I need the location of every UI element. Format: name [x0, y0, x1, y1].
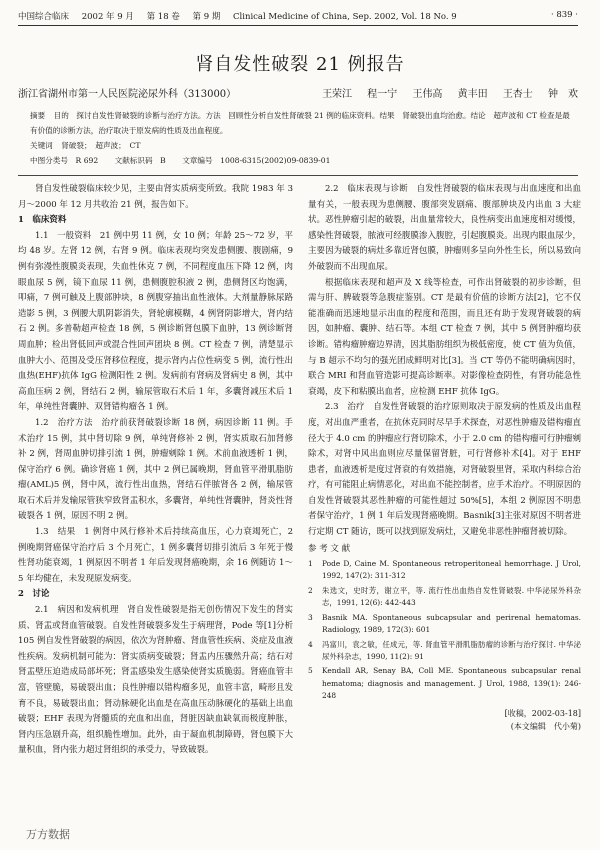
section-heading: 1 临床资料	[18, 215, 67, 226]
paragraph: 2.3 治疗 自发性肾破裂的治疗原则取决于原发病的性质及出血程度，对出血严重者，在抗休克同时尽早手术探查，对恶性肿瘤及错构瘤直径大于 4.0 cm 的肿瘤应行肾切除术，小于 2.0 cm 的错构瘤可行肿瘤剜除术，对肾中风出血则应尽量保留肾脏，可行肾修补术[4]。对于 EHF 患者，血液透析是度过肾衰的有效措施，对肾破裂里肾，采取内科综合治疗，有可能阻止病情恶化，对出血不能控制者，应手术治疗。不明原因的自发性肾破裂其恶性肿瘤的可能性超过 50%[5]，本组 2 例原因不明患者保守治疗，1 例 1 年后发现肾癌晚期。Basnik[3]主张对原因不明者进行定期 CT 随访，既可以找到原发病灶，又避免非恶性肿瘤肾被切除。	[308, 402, 581, 538]
author-list	[310, 85, 578, 100]
left-column	[18, 182, 293, 759]
paragraph: 1.3 结果 1 例肾中风行修补术后持续高血压，心力衰竭死亡，2 例晚期肾癌保守治疗后 3 个月死亡，1 例多囊肾切排引流后 3 年死于慢性肾功能衰竭，1 例原因不明者 1 年后发现肾癌晚期，余 16 例随访 1～5 年均健在，未发现原发病变。	[18, 527, 293, 584]
journal-name-cn: 中国综合临床	[18, 12, 70, 22]
affiliation: 浙江省湖州市第一人民医院泌尿外科（313000）	[18, 89, 237, 100]
author: 钟 欢	[548, 89, 578, 100]
reference-item	[308, 639, 581, 664]
reference-number: 4	[308, 639, 313, 649]
watermark: 万方数据	[26, 828, 70, 841]
reference-item	[308, 612, 581, 637]
issue-number: 第 9 期	[192, 12, 221, 22]
document-code: 文献标识码 B	[114, 156, 166, 165]
paragraph: 1.2 治疗方法 治疗前获肾破裂诊断 18 例，病因诊断 11 例。手术治疗 15 例，其中肾切除 9 例，单纯肾修补 2 例，肾实质取石加肾修补 2 例，肾周血肿切排引流 1 例，肿瘤剜除 1 例。术前血液透析 1 例，保守治疗 6 例。确诊肾癌 1 例，其中 2 例已属晚期，肾血管平滑肌脂肪瘤(AML)5 例，肾中风，流行性出血热，肾结石伴脓肾各 2 例，输尿管取石术后并发输尿管狭窄致肾盂积水，多囊肾，单纯性肾囊肿，肾炎性肾破裂各 1 例，原因不明 2 例。	[18, 417, 293, 522]
author: 王伟高	[412, 89, 443, 100]
classification-ids	[30, 153, 574, 168]
author-line	[18, 85, 578, 100]
references-title: 参 考 文 献	[308, 543, 351, 554]
abstract-block	[30, 108, 574, 168]
divider	[18, 175, 578, 176]
reference-item	[308, 558, 581, 583]
volume: 第 18 卷	[146, 12, 180, 22]
clc-number: 中图分类号 R 692	[30, 156, 99, 165]
author: 王荣江	[322, 89, 353, 100]
reference-number: 3	[308, 612, 313, 622]
author: 王杏士	[502, 89, 533, 100]
reference-number: 1	[308, 559, 313, 569]
reference-text: Pode D, Caine M. Spontaneous retroperitoneal hemorrhage. J Urol, 1992, 147(2): 311-312	[322, 559, 581, 581]
section-heading: 2 讨论	[18, 589, 50, 600]
author: 程一宁	[367, 89, 398, 100]
reference-list	[308, 558, 581, 702]
received-date: [收稿，2002-03-18]	[504, 708, 581, 718]
running-header	[18, 10, 578, 26]
reference-number: 5	[308, 666, 313, 676]
right-column-body	[308, 182, 581, 541]
reference-text: 冯富川，袁之敏，任成元，等. 肾血管平滑肌脂肪瘤的诊断与治疗探讨. 中华泌尿外科杂志，1990, 11(2): 91	[322, 639, 581, 661]
abstract-label: 摘要	[30, 111, 46, 120]
references	[308, 543, 581, 703]
article-title: 肾自发性破裂 21 例报告	[195, 54, 405, 75]
paragraph: 肾自发性破裂临床较少见，主要由肾实质病变所致。我院 1983 年 3 月～2000 年 12 月共收治 21 例，报告如下。	[18, 184, 293, 210]
abstract	[30, 108, 574, 138]
paragraph: 2.2 临床表现与诊断 自发性肾破裂的临床表现与出血速度和出血量有关，一般表现为患侧腰、腹部突发剧痛、腹部肿块及内出血 3 大症状。恶性肿瘤引起的破裂，出血量常较大，良性病变出血速度相对缓慢，感染性肾破裂，脓液可经腹膜渗入腹腔，引起腹膜炎。出现内眼血尿少，主要因为破裂的病灶多靠近肾包膜，肿瘤则多呈向外性生长，所以易致向外破裂而不出现血尿。	[308, 184, 581, 272]
reference-number: 2	[308, 585, 313, 595]
reference-text: Kendall AR, Senay BA, Coll ME. Spontaneous subcapsular renal hematoma; diagnosis and management. J Urol, 1988, 139(1): 246-248	[322, 666, 581, 701]
abstract-text: 目的 探讨自发性肾破裂的诊断与治疗方法。方法 回顾性分析自发性肾破裂 21 例的临床资料。结果 肾破裂出血均治愈。结论 超声波和 CT 检查是最有价值的诊断方法，治疗取决于原发病的性质及出血程度。	[30, 111, 570, 135]
article-number: 文章编号 1008-6315(2002)09-0839-01	[182, 156, 331, 165]
paragraph: 1.1 一般资料 21 例中男 11 例，女 10 例；年龄 25～72 岁，平均 48 岁。左肾 12 例，右肾 9 例。临床表现均突发患侧腰、腹剧痛，9 例有弥漫性腹膜炎表现，失血性休克 7 例，不同程度血压下降 12 例，肉眼血尿 5 例，镜下血尿 11 例，患侧腹腔积液 2 例，患侧肾区均饱满，叩痛，7 例可触及上腹部肿块，8 例腹穿抽出血性液体。大剂量静脉尿路造影 5 例，3 例腰大肌阴影消失，肾轮廓模糊，4 例肾阴影增大，肾内结石 2 例。多普勒超声检查 18 例，5 例诊断肾包膜下血肿，13 例诊断肾周血肿；检出肾低回声或混合性回声团块 8 例。CT 检查 7 例，清楚显示血肿大小、范围及受压肾移位程度，提示肾内占位性病变 5 例，流行性出血热(EHF)抗体 IgG 检测阳性 2 例。发病前有肾病及肾病史 8 例，其中高血压病 2 例，肾结石 2 例，输尿管取石术后 1 年，多囊肾减压术后 1 年，单纯性肾囊肿、双肾错构瘤各 1 例。	[18, 230, 293, 413]
article-footer	[308, 707, 581, 733]
paragraph: 根据临床表现和超声及 X 线等检查，可作出肾破裂的初步诊断，但需与肝、脾破裂等急腹症鉴别。CT 是最有价值的诊断方法[2]，它不仅能准确而迅速地显示出血的程度和范围，而且还有助于发现肾破裂的病因，如肿瘤、囊肿、结石等。本组 CT 检查 7 例，其中 5 例肾肿瘤均获诊断。错构瘤肿瘤边界清，因其脂肪组织为极低密度，使 CT 值为负值，与 B 超示不均匀的强光团成鲜明对比[3]。当 CT 等仍不能明确病因时，联合 MRI 和肾血管造影可提高诊断率。对影像检查阴性，有肾功能急性衰竭，皮下和粘膜出血者，应检测 EHF 抗体 IgG。	[308, 277, 581, 397]
reference-item	[308, 585, 581, 610]
author: 黄丰田	[457, 89, 488, 100]
page-number: · 839 ·	[550, 10, 578, 20]
paragraph: 2.1 病因和发病机理 肾自发性破裂是指无创伤情况下发生的肾实质、肾盂或肾血管破裂。自发性肾破裂多发生于病理肾，Pode 等[1]分析 105 例自发性肾破裂的病因，依次为肾肿瘤、肾血管性疾病、炎症及血液性疾病。发病机制可能为：肾实质病变破裂；肾盂内压骤然升高；结石对肾盂壁压迫造成局部坏死；肾盂感染发生感染使肾实质脆弱。肾癌血管丰富，管壁脆，易破裂出血；良性肿瘤以错构瘤多见，血管丰富，畸形且发育不良，易破裂出血；肾动脉硬化出血是在高血压动脉硬化的基础上出血破裂；EHF 表现为肾髓质的充血和出血，肾脏因缺血缺氧而极度肿胀，肾内压急剧升高，组织脆性增加。此外，由于凝血机制障碍，肾包膜下大量积血，肾内张力超过肾组织的承受力，导致破裂。	[18, 605, 293, 756]
reference-text: 朱选文，史时芳，谢立平，等. 流行性出血热自发性肾破裂. 中华泌尿外科杂志，1991, 12(6): 442-443	[322, 585, 581, 608]
editor-note: (本文编辑 代小菊)	[510, 721, 581, 731]
issue-date: 2002 年 9 月	[81, 12, 134, 22]
keywords	[30, 138, 574, 153]
keywords-text: 肾破裂； 超声波； CT	[61, 141, 141, 150]
journal-name-en: Clinical Medicine of China, Sep. 2002, Vol. 18 No. 9	[233, 12, 457, 22]
keywords-label: 关键词	[30, 141, 53, 150]
right-column	[308, 182, 581, 733]
reference-item	[308, 665, 581, 702]
reference-text: Basnik MA. Spontaneous subcapsular and perirenal hematomas. Radiology, 1989, 172(3): 601	[322, 612, 581, 635]
